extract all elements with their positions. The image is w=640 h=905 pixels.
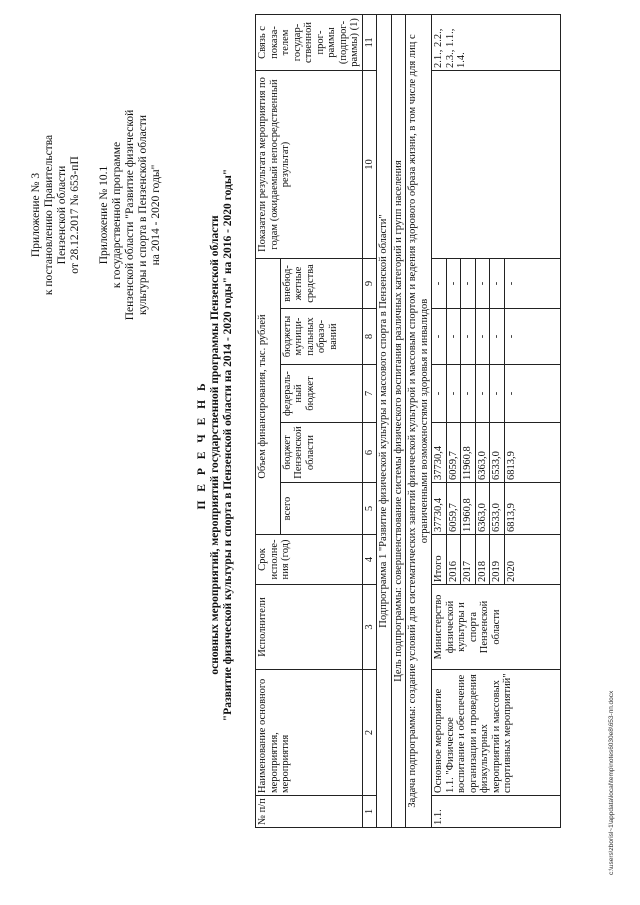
federal-cell: -	[475, 365, 490, 423]
appendix-line: от 28.12.2017 № 653-пП	[69, 156, 81, 274]
regional-cell: 11960,8	[461, 423, 476, 483]
column-number: 4	[362, 535, 377, 585]
federal-cell: -	[446, 365, 461, 423]
document-subtitle: "Развитие физической культуры и спорта в Пензенской области на 2014 - 2020 годы" на 2016 - 2020 годы"	[222, 168, 234, 722]
header-cell: Срок исполне- ния (год)	[256, 535, 363, 585]
municipal-cell: -	[432, 309, 447, 365]
appendix-line: Пензенской области	[56, 165, 68, 265]
municipal-cell: -	[446, 309, 461, 365]
subprogram-task: Задача подпрограммы: создание условий для систематических занятий физической культурой и массовым спортом и ведения здорового образа жизни, в том числе для лиц с ограниченными возможностями здоровья и инвалидов	[406, 14, 432, 827]
header-cell: федераль- ный бюджет	[280, 365, 362, 423]
document-heading	[196, 135, 235, 755]
document-title: П Е Р Е Ч Е Н Ь	[196, 380, 208, 510]
federal-cell: -	[461, 365, 476, 423]
appendix-line: культуры и спорта в Пензенской области	[137, 115, 149, 315]
federal-cell: -	[432, 365, 447, 423]
regional-cell: 6813,9	[504, 423, 560, 483]
result-indicators	[432, 70, 561, 258]
column-number: 7	[362, 365, 377, 423]
column-number: 8	[362, 309, 377, 365]
column-number: 10	[362, 70, 377, 258]
column-number: 11	[362, 14, 377, 70]
extra-cell: -	[490, 258, 505, 308]
year-cell: 2020	[504, 535, 560, 585]
federal-cell: -	[490, 365, 505, 423]
extra-cell: -	[475, 258, 490, 308]
column-number: 3	[362, 585, 377, 670]
appendix-line: Приложение № 3	[30, 172, 42, 258]
file-path-footer: c:\users\zborisl~1\appdata\local\temp\notes6030e8\653-пп.docx	[608, 690, 615, 875]
year-cell: 2018	[475, 535, 490, 585]
total-cell: 6059,7	[446, 483, 461, 535]
header-cell: Объем финансирования, тыс. рублей	[256, 258, 281, 534]
regional-cell: 6533,0	[490, 423, 505, 483]
header-cell: бюджеты муници- пальных образо- ваний	[280, 309, 362, 365]
activity-name: Основное мероприятие 1.1. "Физическое воспитание и обеспечение организации и проведения физкультурных мероприятий и массовых спортивных мероприятий"	[432, 670, 561, 796]
activities-table	[255, 14, 561, 828]
year-cell: Итого	[432, 535, 447, 585]
header-cell: Показатели результата мероприятия по годам (ожидаемый непосредственный результат)	[256, 70, 363, 258]
municipal-cell: -	[490, 309, 505, 365]
column-number: 1	[362, 796, 377, 828]
subprogram-goal: Цель подпрограммы: совершенствование системы физического воспитания различных категорий и групп населения	[391, 14, 406, 827]
subprogram-row	[377, 14, 392, 827]
table-row	[432, 14, 447, 827]
column-number: 2	[362, 670, 377, 796]
federal-cell: -	[504, 365, 560, 423]
extra-cell: -	[432, 258, 447, 308]
header-cell: № п/п	[256, 796, 363, 828]
header-cell: внебюд- жетные средства	[280, 258, 362, 308]
regional-cell: 6059,7	[446, 423, 461, 483]
total-cell: 6533,0	[490, 483, 505, 535]
municipal-cell: -	[475, 309, 490, 365]
column-number: 5	[362, 483, 377, 535]
header-cell: Связь с показа- телем государ- ственной прог- раммы (подпрог- раммы) (1)	[256, 14, 363, 70]
subprogram-title: Подпрограмма 1 "Развитие физической культуры и массового спорта в Пензенской области"	[377, 14, 392, 827]
task-row	[406, 14, 432, 827]
appendix-line: Приложение № 10.1	[98, 165, 110, 265]
column-numbers-row	[362, 14, 377, 827]
document-subtitle: основных мероприятий, мероприятий государственной программы Пензенской области	[209, 215, 221, 675]
regional-cell: 6363,0	[475, 423, 490, 483]
appendix-line: Пензенской области "Развитие физической	[124, 109, 136, 321]
goal-row	[391, 14, 406, 827]
column-number: 6	[362, 423, 377, 483]
total-cell: 6363,0	[475, 483, 490, 535]
appendix-line: к государственной программе	[111, 141, 123, 289]
total-cell: 37730,4	[432, 483, 447, 535]
appendix-line: на 2014 - 2020 годы"	[150, 164, 162, 266]
program-links: 2.1., 2.2., 2.3., 1.1., 1.4.	[432, 14, 561, 70]
header-row	[256, 14, 281, 827]
appendix-line: к постановлению Правительства	[43, 134, 55, 296]
column-number: 9	[362, 258, 377, 308]
total-cell: 11960,8	[461, 483, 476, 535]
year-cell: 2019	[490, 535, 505, 585]
header-cell: бюджет Пензенской области	[280, 423, 362, 483]
municipal-cell: -	[461, 309, 476, 365]
header-cell: всего	[280, 483, 362, 535]
total-cell: 6813,9	[504, 483, 560, 535]
row-number: 1.1.	[432, 796, 561, 828]
appendix-header	[30, 65, 163, 365]
regional-cell: 37730,4	[432, 423, 447, 483]
header-cell: Наименование основного мероприятия, мероприятия	[256, 670, 363, 796]
municipal-cell: -	[504, 309, 560, 365]
year-cell: 2017	[461, 535, 476, 585]
extra-cell: -	[446, 258, 461, 308]
header-cell: Исполнители	[256, 585, 363, 670]
year-cell: 2016	[446, 535, 461, 585]
extra-cell: -	[461, 258, 476, 308]
extra-cell: -	[504, 258, 560, 308]
activity-executor: Министерство физической культуры и спорта Пензенской области	[432, 585, 561, 670]
